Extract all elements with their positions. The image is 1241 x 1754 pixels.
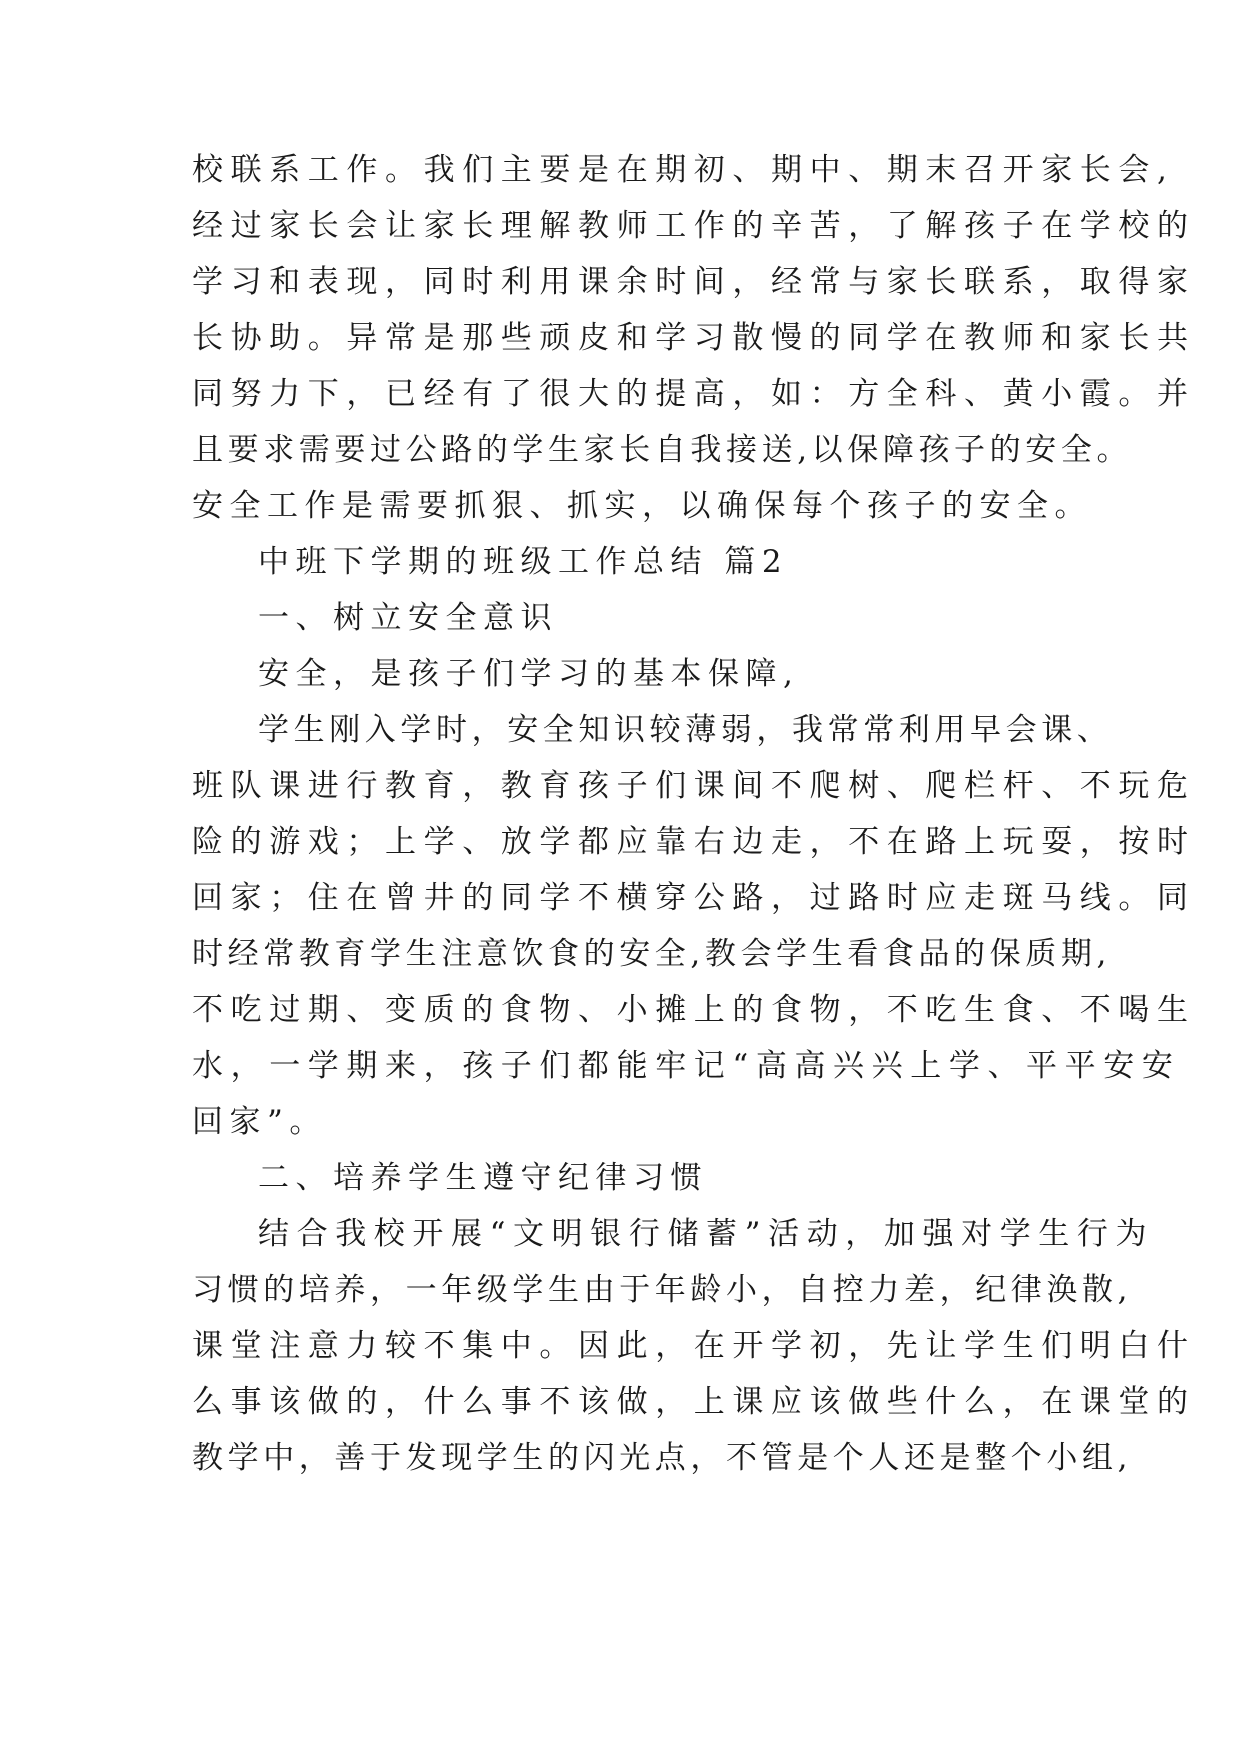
text-line: 长协助。异常是那些顽皮和学习散慢的同学在教师和家长共 xyxy=(192,320,1196,356)
text-line: 教学中，善于发现学生的闪光点，不管是个人还是整个小组, xyxy=(192,1440,1133,1476)
text-line: 险的游戏；上学、放学都应靠右边走，不在路上玩耍，按时 xyxy=(192,824,1196,860)
section-title: 中班下学期的班级工作总结 篇2 xyxy=(258,544,789,580)
text-line: 课堂注意力较不集中。因此，在开学初，先让学生们明白什 xyxy=(192,1328,1196,1364)
text-line: 不吃过期、变质的食物、小摊上的食物，不吃生食、不喝生 xyxy=(192,992,1196,1028)
text-line: 且要求需要过公路的学生家长自我接送,以保障孩子的安全。 xyxy=(192,432,1133,468)
text-line: 班队课进行教育，教育孩子们课间不爬树、爬栏杆、不玩危 xyxy=(192,768,1196,804)
text-line: 同努力下，已经有了很大的提高，如：方全科、黄小霞。并 xyxy=(192,376,1196,412)
text-line: 经过家长会让家长理解教师工作的辛苦，了解孩子在学校的 xyxy=(192,208,1196,244)
text-line: 安全工作是需要抓狠、抓实，以确保每个孩子的安全。 xyxy=(192,488,1092,524)
text-line: 学习和表现，同时利用课余时间，经常与家长联系，取得家 xyxy=(192,264,1196,300)
text-line: 时经常教育学生注意饮食的安全,教会学生看食品的保质期, xyxy=(192,936,1111,972)
text-line: 水，一学期来，孩子们都能牢记“高高兴兴上学、平平安安 xyxy=(192,1048,1181,1084)
text-line: 校联系工作。我们主要是在期初、期中、期末召开家长会, xyxy=(192,152,1175,188)
text-line: 学生刚入学时，安全知识较薄弱，我常常利用早会课、 xyxy=(258,712,1113,748)
text-line: 结合我校开展“文明银行储蓄”活动，加强对学生行为 xyxy=(258,1216,1155,1252)
text-line: 习惯的培养，一年级学生由于年龄小，自控力差，纪律涣散, xyxy=(192,1272,1133,1308)
text-line: 安全，是孩子们学习的基本保障, xyxy=(258,656,800,692)
section-heading: 二、培养学生遵守纪律习惯 xyxy=(258,1160,708,1196)
text-line: 回家；住在曾井的同学不横穿公路，过路时应走斑马线。同 xyxy=(192,880,1196,916)
section-heading: 一、树立安全意识 xyxy=(258,600,558,636)
text-line: 回家”。 xyxy=(192,1104,327,1140)
text-line: 么事该做的，什么事不该做，上课应该做些什么，在课堂的 xyxy=(192,1384,1196,1420)
